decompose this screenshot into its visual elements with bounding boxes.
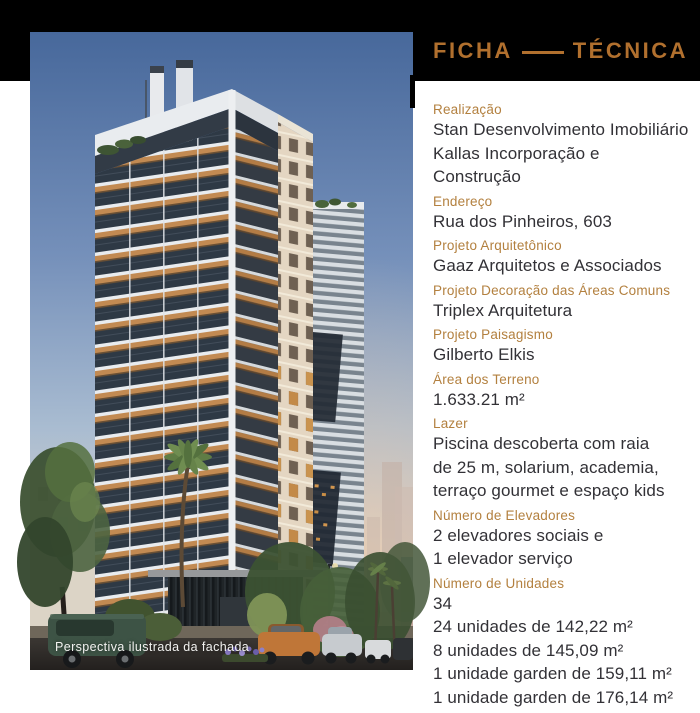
spec-label: Lazer bbox=[433, 416, 468, 431]
spec-value-line: Triplex Arquitetura bbox=[433, 300, 573, 320]
spec-value-line: 1 elevador serviço bbox=[433, 549, 573, 568]
spec-value-line: Gaaz Arquitetos e Associados bbox=[433, 256, 662, 275]
spec-label: Realização bbox=[433, 102, 502, 117]
spec-section-projeto-arquitetonico bbox=[433, 237, 691, 278]
spec-value-line: 1 unidade garden de 176,14 m² bbox=[433, 687, 674, 707]
spec-section-unidades bbox=[433, 575, 691, 710]
building-illustration bbox=[30, 32, 413, 670]
spec-label: Área dos Terreno bbox=[433, 371, 540, 387]
title-dash bbox=[522, 51, 564, 54]
spec-value-line: Gilberto Elkis bbox=[433, 345, 535, 364]
spec-value-line: Kallas Incorporação e Construção bbox=[433, 143, 600, 186]
spec-value-line: 24 unidades de 142,22 m² bbox=[433, 617, 633, 636]
title-word-right: TÉCNICA bbox=[572, 38, 688, 63]
spec-list bbox=[433, 101, 691, 713]
spec-label: Projeto Arquitetônico bbox=[433, 238, 562, 253]
spec-label: Número de Elevadores bbox=[433, 507, 576, 523]
header-notch bbox=[410, 75, 415, 108]
spec-value-line: Piscina descoberta com raia bbox=[433, 434, 650, 453]
spec-section-realizacao bbox=[433, 101, 691, 189]
spec-label: Projeto Decoração das Áreas Comuns bbox=[433, 282, 671, 298]
small-cars bbox=[365, 638, 413, 664]
building-photo bbox=[30, 32, 413, 670]
spec-label: Número de Unidades bbox=[433, 575, 565, 591]
spec-value-line: 2 elevadores sociais e bbox=[433, 525, 604, 545]
spec-section-projeto-paisagismo bbox=[433, 326, 691, 367]
spec-value-line: Rua dos Pinheiros, 603 bbox=[433, 211, 612, 231]
spec-value-line: 1 unidade garden de 159,11 m² bbox=[433, 664, 672, 683]
spec-value-line: 1.633.21 m² bbox=[433, 389, 525, 409]
spec-section-area-terreno bbox=[433, 371, 691, 412]
spec-value-line: 34 bbox=[433, 593, 453, 613]
spec-section-endereco bbox=[433, 193, 691, 234]
spec-value-line: 8 unidades de 145,09 m² bbox=[433, 640, 624, 660]
title-word-left: FICHA bbox=[433, 38, 513, 63]
spec-section-lazer bbox=[433, 415, 691, 503]
spec-value-line: Stan Desenvolvimento Imobiliário bbox=[433, 120, 689, 139]
image-caption: Perspectiva ilustrada da fachada bbox=[55, 640, 250, 654]
spec-section-projeto-decoracao bbox=[433, 282, 691, 323]
spec-label: Endereço bbox=[433, 193, 493, 209]
spec-value-line: de 25 m, solarium, academia, bbox=[433, 457, 659, 477]
spec-value-line: terraço gourmet e espaço kids bbox=[433, 481, 665, 500]
spec-label: Projeto Paisagismo bbox=[433, 327, 553, 342]
page-title bbox=[433, 36, 688, 66]
spec-section-elevadores bbox=[433, 507, 691, 571]
